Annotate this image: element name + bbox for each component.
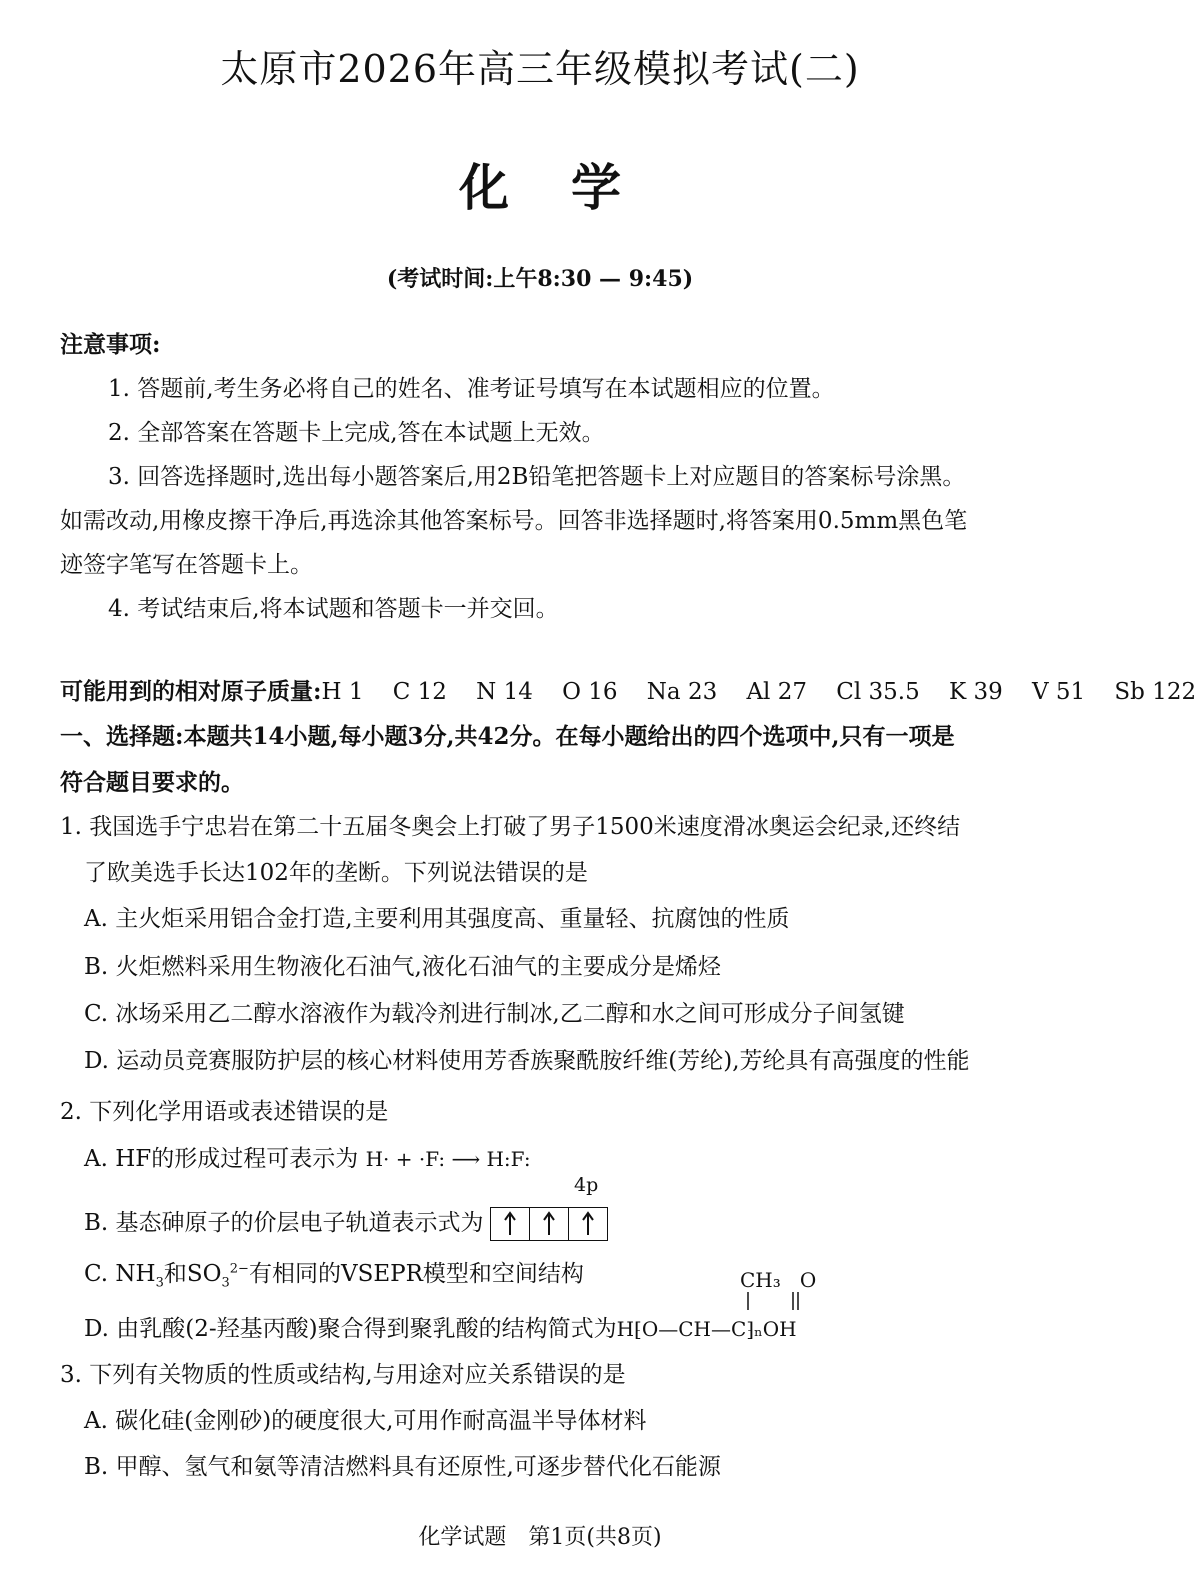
q2-option-c-prefix: C. NH bbox=[84, 1261, 156, 1287]
q1-option-c: C. 冰场采用乙二醇水溶液作为载冷剂进行制冰,乙二醇和水之间可形成分子间氢键 bbox=[84, 1001, 905, 1027]
subject-char-1: 化 bbox=[459, 158, 509, 217]
orbital-box-1 bbox=[491, 1208, 530, 1240]
note-item-4: 4. 考试结束后,将本试题和答题卡一并交回。 bbox=[108, 596, 559, 622]
polylactic-acid-formula: H⁅O—CH—C⁆ₙOH bbox=[616, 1317, 797, 1341]
subject-char-2: 学 bbox=[571, 158, 621, 217]
up-arrow-icon bbox=[491, 1208, 529, 1240]
q2-option-b bbox=[84, 1204, 608, 1241]
nh3-subscript: 3 bbox=[155, 1275, 164, 1291]
q2-option-a-text: A. HF的形成过程可表示为 bbox=[84, 1146, 359, 1172]
section-1-heading-line-1: 一、选择题:本题共14小题,每小题3分,共42分。在每小题给出的四个选项中,只有一项是 bbox=[60, 723, 955, 750]
subject-title bbox=[0, 148, 1080, 220]
q2-option-d-text: D. 由乳酸(2-羟基丙酸)聚合得到聚乳酸的结构简式为 bbox=[84, 1316, 617, 1342]
orbital-diagram bbox=[490, 1207, 608, 1241]
q2-option-b-text: B. 基态砷原子的价层电子轨道表示式为 bbox=[84, 1210, 484, 1236]
q1-option-b: B. 火炬燃料采用生物液化石油气,液化石油气的主要成分是烯烃 bbox=[84, 954, 721, 980]
up-arrow-icon bbox=[530, 1208, 568, 1240]
q2-option-c-mid: 和SO bbox=[163, 1261, 222, 1287]
note-item-3-line-2: 如需改动,用橡皮擦干净后,再选涂其他答案标号。回答非选择题时,将答案用0.5mm黑色笔 bbox=[60, 508, 968, 534]
note-item-3-line-3: 迹签字笔写在答题卡上。 bbox=[60, 552, 313, 578]
q1-stem-line-1: 1. 我国选手宁忠岩在第二十五届冬奥会上打破了男子1500米速度滑冰奥运会纪录,还终结 bbox=[60, 814, 961, 840]
section-1-heading-line-2: 符合题目要求的。 bbox=[60, 769, 244, 796]
page-footer: 化学试题 第1页(共8页) bbox=[418, 1525, 662, 1550]
q2-option-c bbox=[84, 1255, 584, 1291]
orbital-box-2 bbox=[530, 1208, 569, 1240]
hf-formation-formula: H· + ·F: ⟶ H:F: bbox=[365, 1147, 531, 1171]
up-arrow-icon bbox=[569, 1208, 607, 1240]
q2-stem: 2. 下列化学用语或表述错误的是 bbox=[60, 1099, 389, 1125]
polylactic-acid-substituents: CH₃ O bbox=[740, 1268, 817, 1292]
exam-time: (考试时间:上午8:30 — 9:45) bbox=[386, 266, 694, 292]
atomic-masses bbox=[60, 673, 1196, 706]
orbital-label: 4p bbox=[574, 1174, 599, 1196]
note-item-1: 1. 答题前,考生务必将自己的姓名、准考证号填写在本试题相应的位置。 bbox=[108, 376, 835, 402]
q1-option-d: D. 运动员竞赛服防护层的核心材料使用芳香族聚酰胺纤维(芳纶),芳纶具有高强度的性能 bbox=[84, 1048, 970, 1074]
q3-stem: 3. 下列有关物质的性质或结构,与用途对应关系错误的是 bbox=[60, 1362, 626, 1388]
note-item-2: 2. 全部答案在答题卡上完成,答在本试题上无效。 bbox=[108, 420, 605, 446]
atomic-masses-label: 可能用到的相对原子质量: bbox=[60, 678, 322, 705]
q3-option-a: A. 碳化硅(金刚砂)的硬度很大,可用作耐高温半导体材料 bbox=[84, 1408, 647, 1434]
q2-option-a bbox=[84, 1140, 531, 1173]
atomic-masses-values: H 1 C 12 N 14 O 16 Na 23 Al 27 Cl 35.5 K 39 V 51 Sb 122 bbox=[321, 679, 1196, 705]
note-item-3-line-1: 3. 回答选择题时,选出每小题答案后,用2B铅笔把答题卡上对应题目的答案标号涂黑。 bbox=[108, 464, 966, 490]
exam-title: 太原市2026年高三年级模拟考试(二) bbox=[220, 47, 860, 91]
q2-option-c-suffix: 有相同的VSEPR模型和空间结构 bbox=[248, 1261, 584, 1287]
orbital-box-3 bbox=[569, 1208, 607, 1240]
q2-option-d bbox=[84, 1310, 797, 1343]
q1-stem-line-2: 了欧美选手长达102年的垄断。下列说法错误的是 bbox=[84, 860, 588, 886]
q3-option-b: B. 甲醇、氢气和氨等清洁燃料具有还原性,可逐步替代化石能源 bbox=[84, 1454, 721, 1480]
notes-heading: 注意事项: bbox=[60, 331, 161, 358]
q1-option-a: A. 主火炬采用铝合金打造,主要利用其强度高、重量轻、抗腐蚀的性质 bbox=[84, 906, 790, 932]
so3-charge: 2− bbox=[229, 1261, 249, 1277]
so3-subscript: 3 bbox=[221, 1275, 230, 1291]
